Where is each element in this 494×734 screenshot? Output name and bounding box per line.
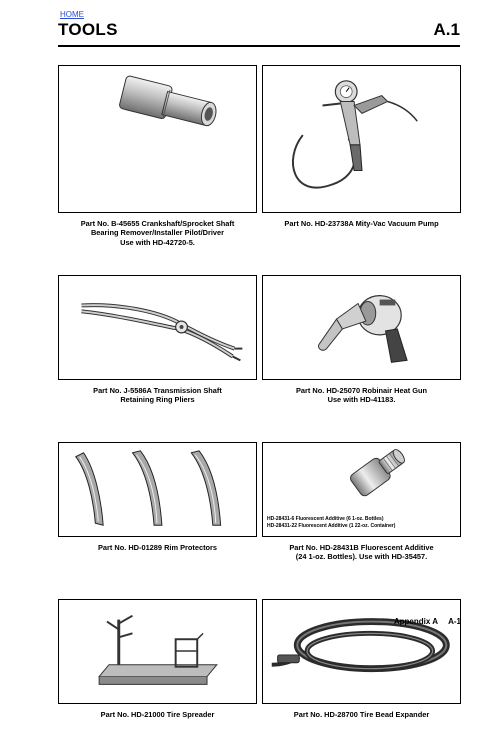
tire-spreader-icon <box>59 600 256 703</box>
tool-caption-pilot-driver: Part No. B-45655 Crankshaft/Sprocket Shaft Bearing Remover/Installer Pilot/Driver Use with HD-42720-5. <box>80 219 235 247</box>
bead-expander-icon <box>263 600 460 703</box>
page-title: TOOLS <box>58 20 118 39</box>
tool-caption-tire-spreader: Part No. HD-21000 Tire Spreader <box>100 710 215 719</box>
tool-panel-bead-expander <box>262 599 461 704</box>
heat-gun-icon <box>263 276 460 379</box>
footer-page-number: A-1 <box>448 617 461 626</box>
tool-caption-bead-expander: Part No. HD-28700 Tire Bead Expander <box>293 710 430 719</box>
rim-protectors-icon <box>59 443 256 536</box>
tools-grid <box>58 65 461 734</box>
tool-caption-heat-gun: Part No. HD-25070 Robinair Heat Gun Use with HD-41183. <box>295 386 427 405</box>
tool-caption-ring-pliers: Part No. J-5586A Transmission Shaft Retaining Ring Pliers <box>93 386 222 405</box>
pilot-driver-icon <box>59 66 256 212</box>
footer-appendix-label: Appendix A <box>393 617 438 626</box>
tool-panel-ring-pliers <box>58 275 257 380</box>
tool-caption-fluorescent-additive: Part No. HD-28431B Fluorescent Additive (24 1-oz. Bottles). Use with HD-35457. <box>289 543 434 562</box>
tool-panel-fluorescent-additive <box>262 442 461 537</box>
additive-variants-note: HD-28431-6 Fluorescent Additive (6 1-oz. Bottles) HD-28431-22 Fluorescent Additive (1 22-oz. Container) <box>267 516 396 529</box>
tool-caption-rim-protectors: Part No. HD-01289 Rim Protectors <box>97 543 218 552</box>
tool-panel-vacuum-pump <box>262 65 461 213</box>
tool-panel-pilot-driver <box>58 65 257 213</box>
section-number: A.1 <box>433 20 460 39</box>
home-link[interactable]: HOME <box>60 10 84 19</box>
tool-panel-rim-protectors <box>58 442 257 537</box>
ring-pliers-icon <box>59 276 256 379</box>
tool-panel-tire-spreader <box>58 599 257 704</box>
tool-panel-heat-gun <box>262 275 461 380</box>
title-divider <box>58 45 460 47</box>
vacuum-pump-icon <box>263 66 460 212</box>
tool-caption-vacuum-pump: Part No. HD-23738A Mity-Vac Vacuum Pump <box>284 219 439 228</box>
